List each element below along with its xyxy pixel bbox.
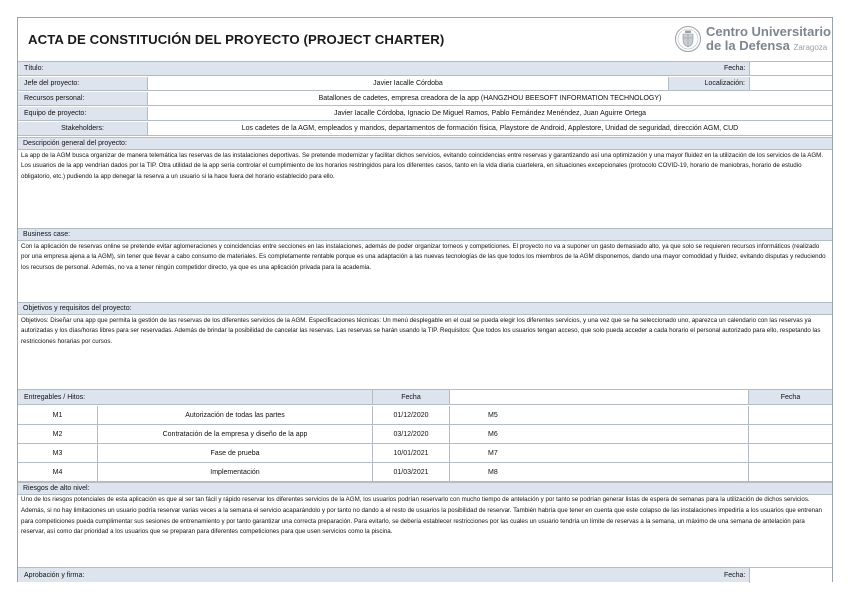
jefe-row <box>18 77 832 91</box>
milestone-date: 01/03/2021 <box>373 463 450 481</box>
milestone-row <box>18 444 832 463</box>
milestone-date: 03/12/2020 <box>373 425 450 443</box>
milestone-id-right: M7 <box>450 444 749 462</box>
aprobacion-fecha-label: Fecha: <box>724 571 746 579</box>
fecha-label: Fecha: <box>724 65 746 72</box>
aprobacion-label: Aprobación y firma: <box>24 571 85 579</box>
milestone-desc: Fase de prueba <box>98 444 373 462</box>
university-seal-icon <box>674 25 702 53</box>
equipo-value: Javier Iacalle Córdoba, Ignacio De Miguel Ramos, Pablo Fernández Menéndez, Juan Aguirre Ortega <box>333 110 647 117</box>
milestone-date-right[interactable] <box>749 425 832 443</box>
business-label: Business case: <box>18 228 832 241</box>
equipo-row <box>18 107 832 121</box>
milestone-row <box>18 406 832 425</box>
stakeholders-row <box>18 122 832 136</box>
page-title: ACTA DE CONSTITUCIÓN DEL PROYECTO (PROJECT CHARTER) <box>28 32 445 47</box>
charter-header <box>18 18 832 62</box>
riesgos-text: Uno de los riesgos potenciales de esta aplicación es que al ser tan fácil y rápido reservar los diferentes servicios de la AGM, los usuarios podrían reservarlo con mucho tiempo de antelación y por tanto se podrían generar listas de espera de semanas para la utilización de dichos servicios. Además, si no hay limitaciones un usuario podría reservar varias veces a la semana el servicio acaparándolo y por tanto no dando a el resto de usuarios la posibilidad de reservar. También habría que tener en cuenta que este colapso de las instalaciones impediría a los usuarios que entrenan para competiciones pueda cumplimentar sus sesiones de entrenamiento y por tanto garantizar una correcta preparación. Para evitarlo, se debería establecer restricciones por las cuales un usuario tendría un límite de reservas a la semana, un máximo de una semana de antelación para reservar, así como dar prioridad a los usuarios que se preparan para diferentes competiciones para que usen servicios como la piscina. <box>21 496 822 536</box>
logo-line1: Centro Universitario <box>706 24 831 39</box>
jefe-label: Jefe del proyecto: <box>18 77 148 90</box>
milestone-id-right: M8 <box>450 463 749 481</box>
milestone-id: M1 <box>18 406 98 424</box>
equipo-label: Equipo de proyecto: <box>18 107 148 120</box>
recursos-value: Batallones de cadetes, empresa creadora de la app (HANGZHOU BEESOFT INFORMATION TECHNOLOGY) <box>318 95 662 102</box>
milestone-id-right: M5 <box>450 406 749 424</box>
logo-sub: Zaragoza <box>793 43 828 52</box>
titulo-row <box>18 62 832 76</box>
localizacion-input[interactable] <box>749 77 832 90</box>
milestone-row <box>18 463 832 482</box>
fecha-input[interactable] <box>749 62 832 75</box>
objetivos-text: Objetivos: Diseñar una app que permita la gestión de las reservas de los diferentes servicios de la AGM. Especificaciones técnicas: Un menú desplegable en el cual se pueda elegir los diferentes servicios, y una vez que se ha seleccionado uno, aparezca un calendario con las reservas ya autorizadas y los días/horas libres para ser reservadas. Además de brindar la posibilidad de cancelar las reservas. Las reservas se harán usando la TIP. Requisitos: Que todos los usuarios tengan acceso, que solo pueda acceder a cada horario el personal autorizado para ello, respetando las restricciones horarias por cursos. <box>21 317 821 345</box>
stakeholders-label: Stakeholders: <box>18 122 148 135</box>
cud-logo <box>674 24 831 56</box>
business-text: Con la aplicación de reservas online se pretende evitar aglomeraciones y coincidencias entre secciones en las instalaciones, además de poder organizar torneos y competiciones. El proyecto no va a suponer un gasto demasiado alto, ya que solo se requieren recursos informáticos (realizado por una empresa ajena a la AGM), sin tener que llevar a cabo consumo de materiales. Es completamente rentable porque es una adaptación a las nuevas tecnologías de las que todos los miembros de la AGM disponemos, dando una mayor comodidad y fluidez, evitando disputas y reduciendo los recursos de personal. Además, no va a tener ningún competidor directo, ya que es una aplicación privada para la academia. <box>21 243 826 271</box>
descripcion-text: La app de la AGM busca organizar de manera telemática las reservas de las instalaciones deportivas. Se pretende modernizar y facilitar dichos servicios, evitando coincidencias entre reservas y garantizando así una optimización y una mayor fluidez en la utilización de los servicios de la AGM. Los usuarios de la app vendrían dados por la TIP. Otra utilidad de la app sería controlar el cumplimiento de los horarios restringidos para los diferentes casos, tanto en la vida diaria cuartelera, en situaciones excepcionales (protocolo COVID-19, horario de maniobras, horario de estudio obligatorio, etc.) pudiendo la app denegar la reserva a un usuario si la hace fuera del horario establecido para ello. <box>21 152 824 180</box>
milestone-desc: Autorización de todas las partes <box>98 406 373 424</box>
milestone-date-right[interactable] <box>749 463 832 481</box>
titulo-label: Título: <box>24 65 44 72</box>
fecha-header: Fecha <box>373 390 450 404</box>
milestone-date: 10/01/2021 <box>373 444 450 462</box>
objetivos-label: Objetivos y requisitos del proyecto: <box>18 302 832 315</box>
recursos-row <box>18 92 832 106</box>
fecha-header-right: Fecha <box>780 393 801 401</box>
milestone-date-right[interactable] <box>749 444 832 462</box>
milestone-date: 01/12/2020 <box>373 406 450 424</box>
stakeholders-value: Los cadetes de la AGM, empleados y mandos, departamentos de formación física, Playstore de Android, Applestore, Unidad de seguridad, dirección AGM, CUD <box>241 125 739 132</box>
milestone-desc: Contratación de la empresa y diseño de la app <box>98 425 373 443</box>
aprobacion-row <box>18 567 832 582</box>
recursos-label: Recursos personal: <box>18 92 148 105</box>
milestone-id: M3 <box>18 444 98 462</box>
localizacion-label: Localización: <box>668 77 749 90</box>
entregables-header <box>18 389 832 405</box>
jefe-value: Javier Iacalle Córdoba <box>373 80 443 87</box>
milestone-date-right[interactable] <box>749 406 832 424</box>
milestone-id: M4 <box>18 463 98 481</box>
entregables-label: Entregables / Hitos: <box>18 390 373 404</box>
milestone-row <box>18 425 832 444</box>
aprobacion-fecha-input[interactable] <box>749 568 832 583</box>
logo-line2 <box>706 38 827 53</box>
milestone-desc: Implementación <box>98 463 373 481</box>
riesgos-label: Riesgos de alto nivel: <box>18 482 832 495</box>
logo-line2-text: de la Defensa <box>706 38 790 53</box>
milestone-id: M2 <box>18 425 98 443</box>
project-charter-sheet <box>17 17 833 582</box>
descripcion-label: Descripción general del proyecto: <box>18 137 832 150</box>
entregables-blank-header <box>450 390 749 404</box>
milestone-id-right: M6 <box>450 425 749 443</box>
